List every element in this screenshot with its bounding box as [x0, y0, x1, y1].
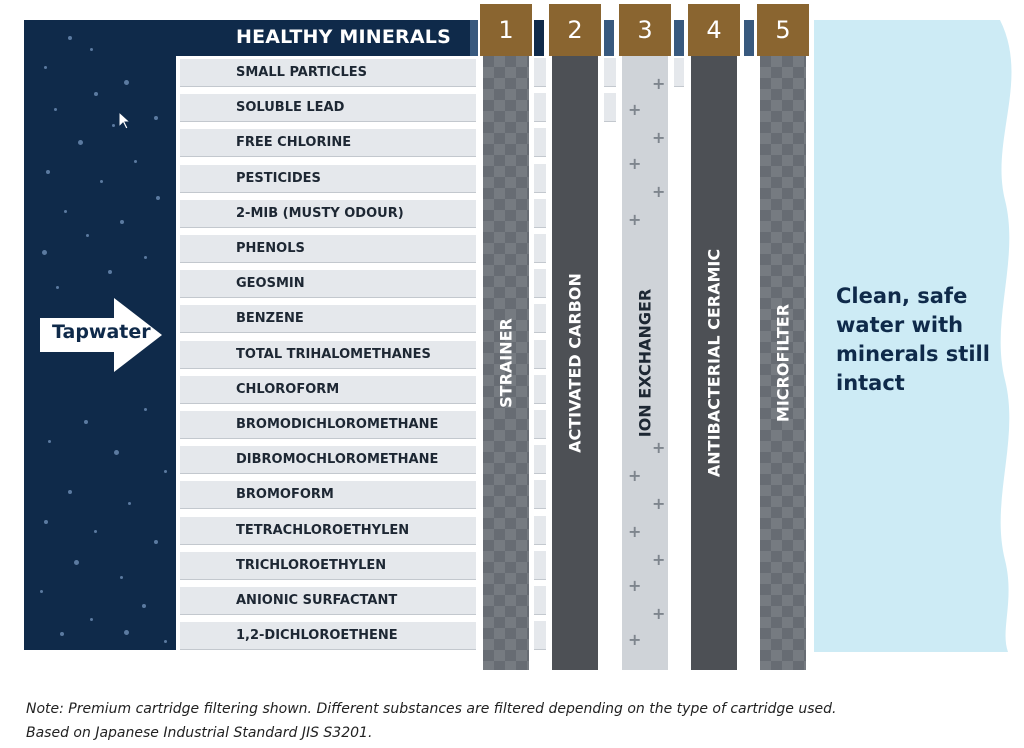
particle-dot — [86, 234, 89, 237]
row-extension — [534, 128, 546, 157]
mineral-plus-icon: + — [628, 630, 642, 649]
substance-row — [180, 128, 476, 157]
particle-dot — [94, 92, 98, 96]
row-extension — [534, 480, 546, 509]
stage-column-antibacterial-ceramic — [691, 56, 737, 670]
stage-column-strainer — [483, 56, 529, 670]
row-extension — [534, 516, 546, 545]
mineral-plus-icon: + — [652, 604, 666, 623]
substance-row — [180, 340, 476, 369]
row-extension — [534, 58, 546, 87]
stage-label-microfilter: MICROFILTER — [773, 303, 793, 423]
substance-row — [180, 586, 476, 615]
particle-dot — [108, 270, 112, 274]
substance-row — [180, 93, 476, 122]
minerals-label: HEALTHY MINERALS — [236, 26, 451, 48]
row-extension — [534, 551, 546, 580]
mineral-plus-icon: + — [652, 438, 666, 457]
particle-dot — [120, 220, 124, 224]
mineral-plus-icon: + — [628, 210, 642, 229]
mineral-plus-icon: + — [628, 100, 642, 119]
particle-dot — [42, 250, 47, 255]
substance-label: TRICHLOROETHYLEN — [236, 558, 387, 573]
particle-dot — [46, 170, 50, 174]
particle-dot — [164, 470, 167, 473]
particle-dot — [40, 590, 43, 593]
substance-row — [180, 269, 476, 298]
particle-dot — [134, 160, 137, 163]
mineral-plus-icon: + — [628, 522, 642, 541]
row-extension — [534, 445, 546, 474]
substance-row — [180, 234, 476, 263]
substance-label: TOTAL TRIHALOMETHANES — [236, 347, 431, 362]
particle-dot — [90, 48, 93, 51]
substance-label: BROMODICHLOROMETHANE — [236, 417, 439, 432]
footer-standard: Based on Japanese Industrial Standard JIS S3201. — [26, 725, 373, 741]
mineral-plus-icon: + — [652, 494, 666, 513]
substance-row — [180, 375, 476, 404]
substance-label: CHLOROFORM — [236, 382, 340, 397]
substance-label: BROMOFORM — [236, 487, 334, 502]
stage-number-2: 2 — [549, 4, 601, 56]
substance-row — [180, 445, 476, 474]
particle-dot — [100, 180, 103, 183]
row-extension — [534, 234, 546, 263]
substance-label: TETRACHLOROETHYLEN — [236, 523, 410, 538]
row-extension — [674, 58, 684, 87]
substance-row — [180, 516, 476, 545]
particle-dot — [124, 630, 129, 635]
particle-dot — [128, 502, 131, 505]
row-extension — [534, 304, 546, 333]
particle-dot — [68, 36, 72, 40]
row-extension — [604, 93, 616, 122]
mineral-plus-icon: + — [652, 550, 666, 569]
mineral-plus-icon: + — [652, 182, 666, 201]
particle-dot — [78, 140, 83, 145]
substance-label: SMALL PARTICLES — [236, 65, 368, 80]
row-extension — [534, 269, 546, 298]
stage-column-ion-exchanger — [622, 56, 668, 670]
particle-dot — [144, 408, 147, 411]
particle-dot — [124, 80, 129, 85]
particle-dot — [74, 560, 79, 565]
stage-number-3: 3 — [619, 4, 671, 56]
row-extension — [534, 410, 546, 439]
minerals-strip — [534, 20, 544, 56]
mouse-pointer-icon — [118, 111, 132, 131]
row-extension — [534, 93, 546, 122]
stage-number-5: 5 — [757, 4, 809, 56]
row-extension — [534, 375, 546, 404]
row-extension — [534, 586, 546, 615]
substance-label: BENZENE — [236, 311, 304, 326]
particle-dot — [156, 196, 160, 200]
substance-row — [180, 551, 476, 580]
particle-dot — [144, 256, 147, 259]
row-extension — [534, 164, 546, 193]
mineral-plus-icon: + — [628, 154, 642, 173]
mineral-plus-icon: + — [652, 74, 666, 93]
minerals-strip — [744, 20, 754, 56]
substance-row — [180, 621, 476, 650]
particle-dot — [54, 108, 57, 111]
substance-label: 2-MIB (MUSTY ODOUR) — [236, 206, 404, 221]
substance-row — [180, 410, 476, 439]
stage-column-activated-carbon — [552, 56, 598, 670]
substance-label: FREE CHLORINE — [236, 135, 352, 150]
substance-row — [180, 480, 476, 509]
minerals-strip — [674, 20, 684, 56]
mineral-plus-icon: + — [628, 466, 642, 485]
mineral-plus-icon: + — [628, 576, 642, 595]
particle-dot — [112, 124, 115, 127]
output-description: Clean, safe water with minerals still intact — [836, 284, 990, 395]
mineral-plus-icon: + — [652, 128, 666, 147]
substance-label: SOLUBLE LEAD — [236, 100, 345, 115]
tapwater-label: Tapwater — [52, 321, 151, 343]
particle-dot — [154, 540, 158, 544]
substance-row — [180, 304, 476, 333]
substance-label: DIBROMOCHLOROMETHANE — [236, 452, 439, 467]
particle-dot — [84, 420, 88, 424]
stage-label-ion-exchanger: ION EXCHANGER — [635, 288, 655, 438]
particle-dot — [90, 618, 93, 621]
minerals-strip — [604, 20, 614, 56]
footer-note: Note: Premium cartridge filtering shown. Different substances are filtered depending on the type of cartridge used. — [26, 701, 837, 717]
row-extension — [534, 621, 546, 650]
particle-dot — [142, 604, 146, 608]
substance-row — [180, 164, 476, 193]
row-extension — [604, 58, 616, 87]
substance-row — [180, 58, 476, 87]
row-extension — [534, 340, 546, 369]
particle-dot — [94, 530, 97, 533]
particle-dot — [114, 450, 119, 455]
substance-label: ANIONIC SURFACTANT — [236, 593, 398, 608]
particle-dot — [44, 66, 47, 69]
particle-dot — [120, 576, 123, 579]
particle-dot — [154, 116, 158, 120]
particle-dot — [44, 520, 48, 524]
stage-label-activated-carbon: ACTIVATED CARBON — [565, 273, 585, 453]
row-extension — [534, 199, 546, 228]
substance-label: PHENOLS — [236, 241, 305, 256]
stage-number-1: 1 — [480, 4, 532, 56]
particle-dot — [56, 286, 59, 289]
particle-dot — [48, 440, 51, 443]
substance-label: 1,2-DICHLOROETHENE — [236, 628, 398, 643]
particle-dot — [64, 210, 67, 213]
substance-label: PESTICIDES — [236, 171, 321, 186]
particle-dot — [164, 640, 167, 643]
substance-label: GEOSMIN — [236, 276, 305, 291]
particle-dot — [68, 490, 72, 494]
particle-dot — [60, 632, 64, 636]
substance-row — [180, 199, 476, 228]
stage-label-strainer: STRAINER — [496, 318, 516, 408]
stage-label-antibacterial-ceramic: ANTIBACTERIAL CERAMIC — [704, 248, 724, 478]
stage-number-4: 4 — [688, 4, 740, 56]
